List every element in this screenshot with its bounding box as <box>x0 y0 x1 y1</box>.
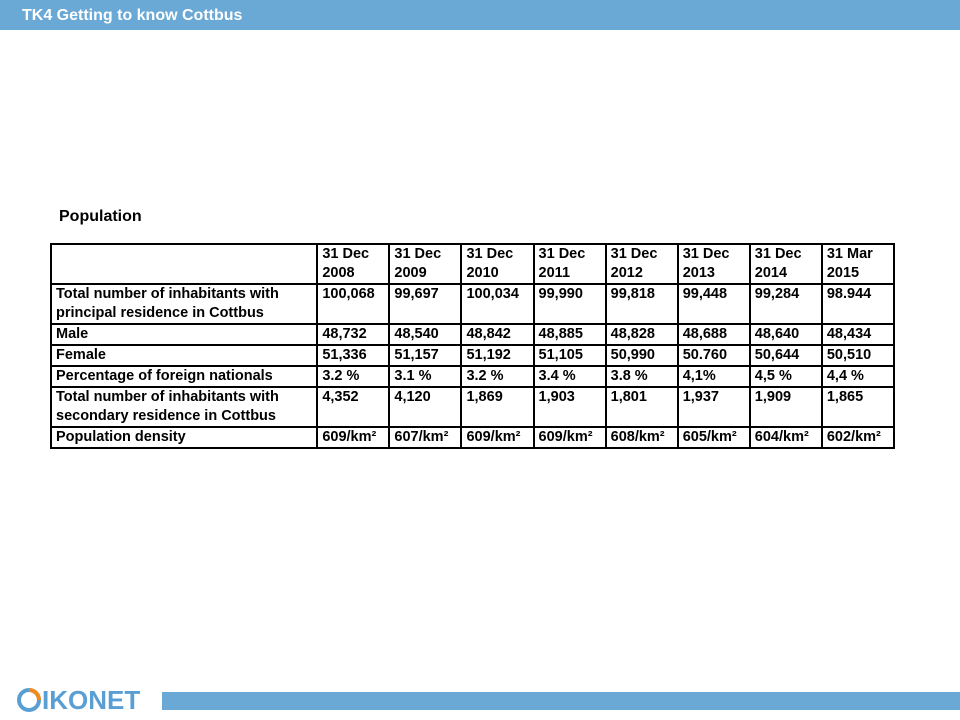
table-cell: 3.1 % <box>389 366 461 387</box>
table-cell: 48,842 <box>461 324 533 345</box>
column-header: 31 Dec 2009 <box>389 244 461 284</box>
column-header: 31 Dec 2010 <box>461 244 533 284</box>
table-cell: 3.4 % <box>534 366 606 387</box>
table-cell: 4,5 % <box>750 366 822 387</box>
table-cell: 99,990 <box>534 284 606 324</box>
row-label: Female <box>51 345 317 366</box>
table-cell: 51,192 <box>461 345 533 366</box>
table-cell: 51,105 <box>534 345 606 366</box>
row-label: Total number of inhabitants with secondary residence in Cottbus <box>51 387 317 427</box>
logo-text: IKONET <box>42 684 141 715</box>
table-cell: 50,510 <box>822 345 894 366</box>
table-cell: 50.760 <box>678 345 750 366</box>
table-cell: 608/km² <box>606 427 678 448</box>
table-cell: 100,068 <box>317 284 389 324</box>
slide-title: TK4 Getting to know Cottbus <box>22 7 243 24</box>
table-cell: 1,869 <box>461 387 533 427</box>
table-row <box>51 366 894 387</box>
oikonet-logo <box>16 684 140 716</box>
table-header-row <box>51 244 894 284</box>
table-cell: 99,697 <box>389 284 461 324</box>
column-header: 31 Dec 2014 <box>750 244 822 284</box>
table-cell: 1,903 <box>534 387 606 427</box>
table-cell: 99,818 <box>606 284 678 324</box>
table-cell: 50,644 <box>750 345 822 366</box>
row-label: Total number of inhabitants with principal residence in Cottbus <box>51 284 317 324</box>
column-header: 31 Dec 2012 <box>606 244 678 284</box>
population-table <box>50 243 895 449</box>
table-cell: 48,732 <box>317 324 389 345</box>
table-cell: 4,120 <box>389 387 461 427</box>
table-cell: 605/km² <box>678 427 750 448</box>
table-cell: 98.944 <box>822 284 894 324</box>
table-cell: 48,688 <box>678 324 750 345</box>
table-cell: 609/km² <box>534 427 606 448</box>
table-cell: 99,448 <box>678 284 750 324</box>
row-label: Percentage of foreign nationals <box>51 366 317 387</box>
table-cell: 1,865 <box>822 387 894 427</box>
table-cell: 51,157 <box>389 345 461 366</box>
table-cell: 1,801 <box>606 387 678 427</box>
table-cell: 48,828 <box>606 324 678 345</box>
column-header: 31 Mar 2015 <box>822 244 894 284</box>
header-bar <box>0 0 960 30</box>
table-cell: 607/km² <box>389 427 461 448</box>
column-header: 31 Dec 2008 <box>317 244 389 284</box>
table-cell: 48,885 <box>534 324 606 345</box>
table-cell: 100,034 <box>461 284 533 324</box>
table-cell: 609/km² <box>317 427 389 448</box>
row-label: Population density <box>51 427 317 448</box>
column-header: 31 Dec 2011 <box>534 244 606 284</box>
table-cell: 99,284 <box>750 284 822 324</box>
table-cell: 4,352 <box>317 387 389 427</box>
row-label: Male <box>51 324 317 345</box>
table-cell: 604/km² <box>750 427 822 448</box>
section-title: Population <box>59 208 142 225</box>
table-row <box>51 345 894 366</box>
table-cell: 51,336 <box>317 345 389 366</box>
table-cell: 1,937 <box>678 387 750 427</box>
table-cell: 4,4 % <box>822 366 894 387</box>
table-row <box>51 284 894 324</box>
table-cell: 48,540 <box>389 324 461 345</box>
logo-circle-icon <box>16 687 42 713</box>
column-header: 31 Dec 2013 <box>678 244 750 284</box>
table-cell: 1,909 <box>750 387 822 427</box>
table-cell: 3.8 % <box>606 366 678 387</box>
table-cell: 3.2 % <box>461 366 533 387</box>
table-cell: 48,434 <box>822 324 894 345</box>
table-row <box>51 387 894 427</box>
table-cell: 602/km² <box>822 427 894 448</box>
table-row <box>51 427 894 448</box>
table-cell: 50,990 <box>606 345 678 366</box>
table-cell: 609/km² <box>461 427 533 448</box>
table-cell: 3.2 % <box>317 366 389 387</box>
table-row <box>51 324 894 345</box>
table-corner-cell <box>51 244 317 284</box>
footer-bar <box>162 692 960 710</box>
table-cell: 4,1% <box>678 366 750 387</box>
table-cell: 48,640 <box>750 324 822 345</box>
